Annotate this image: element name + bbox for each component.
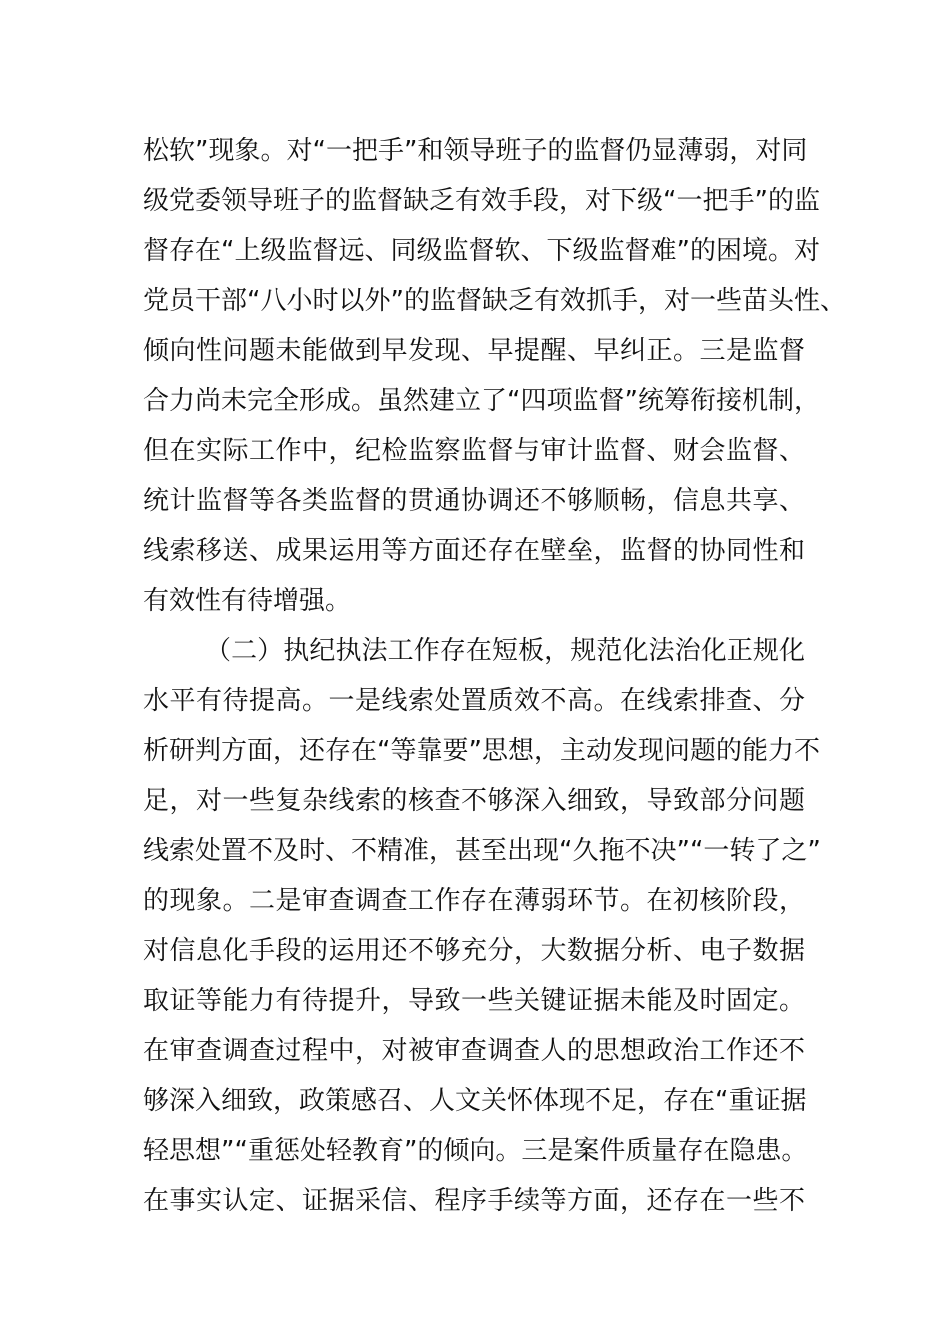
text-line: 对信息化手段的运用还不够充分，大数据分析、电子数据	[143, 936, 805, 966]
text-line: 松软”现象。对“一把手”和领导班子的监督仍显薄弱，对同	[143, 136, 808, 166]
text-line: 统计监督等各类监督的贯通协调还不够顺畅，信息共享、	[143, 486, 805, 516]
text-line: 级党委领导班子的监督缺乏有效手段，对下级“一把手”的监	[143, 186, 820, 216]
text-line: 析研判方面，还存在“等靠要”思想，主动发现问题的能力不	[143, 736, 820, 766]
text-line: 党员干部“八小时以外”的监督缺乏有效抓手，对一些苗头性、	[143, 286, 846, 316]
text-line: 水平有待提高。一是线索处置质效不高。在线索排查、分	[143, 686, 805, 716]
text-line: 足，对一些复杂线索的核查不够深入细致，导致部分问题	[143, 786, 805, 816]
text-line: 但在实际工作中，纪检监察监督与审计监督、财会监督、	[143, 436, 805, 466]
body-text	[143, 126, 846, 1226]
text-line: 取证等能力有待提升，导致一些关键证据未能及时固定。	[143, 986, 805, 1016]
text-line: 在审查调查过程中，对被审查调查人的思想政治工作还不	[143, 1036, 805, 1066]
text-line: 线索处置不及时、不精准，甚至出现“久拖不决”“一转了之”	[143, 836, 821, 866]
text-line: 倾向性问题未能做到早发现、早提醒、早纠正。三是监督	[143, 336, 805, 366]
text-line: 够深入细致，政策感召、人文关怀体现不足，存在“重证据	[143, 1086, 807, 1116]
text-line: 督存在“上级监督远、同级监督软、下级监督难”的困境。对	[143, 236, 820, 266]
text-line: 在事实认定、证据采信、程序手续等方面，还存在一些不	[143, 1186, 805, 1216]
text-line: 轻思想”“重惩处轻教育”的倾向。三是案件质量存在隐患。	[143, 1136, 808, 1166]
text-line: 线索移送、成果运用等方面还存在壁垒，监督的协同性和	[143, 536, 805, 566]
text-line: 合力尚未完全形成。虽然建立了“四项监督”统筹衔接机制，	[143, 386, 820, 416]
text-line: 有效性有待增强。	[143, 586, 352, 616]
section-heading-line: （二）执纪执法工作存在短板，规范化法治化正规化	[205, 636, 805, 666]
text-line: 的现象。二是审查调查工作存在薄弱环节。在初核阶段，	[143, 886, 805, 916]
